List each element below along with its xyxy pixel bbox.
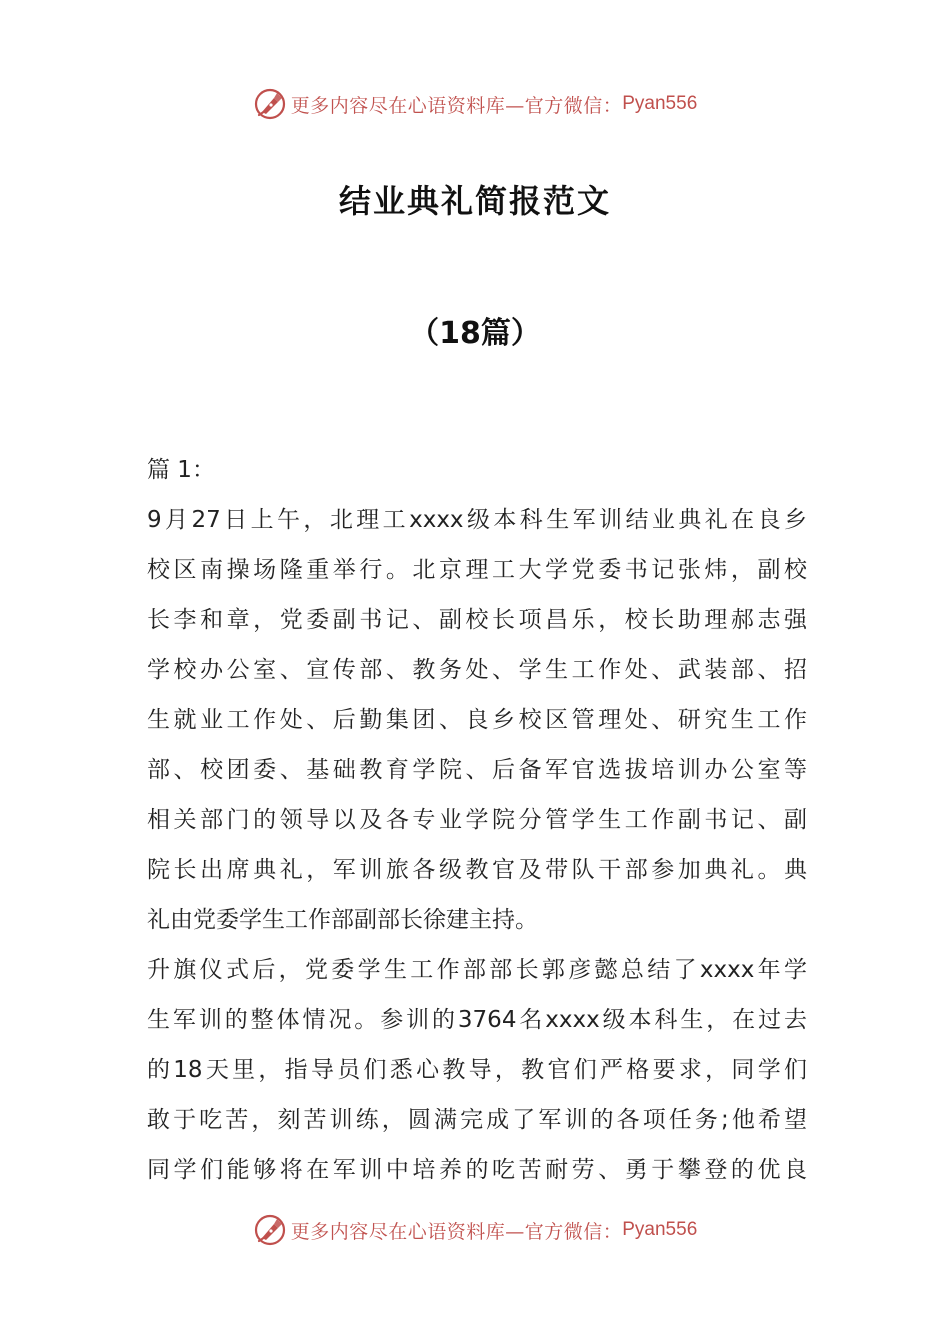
section-label: 篇 1： <box>147 457 215 483</box>
paragraph-line: 生就业工作处、后勤集团、良乡校区管理处、研究生工作 <box>147 707 807 733</box>
watermark-text: 更多内容尽在心语资料库—官方微信： <box>290 94 623 117</box>
paragraph-line: 礼由党委学生工作部副部长徐建主持。 <box>147 907 538 933</box>
document-body <box>147 445 807 1195</box>
document-subtitle: （18篇） <box>409 316 541 351</box>
paragraph-line: 升旗仪式后，党委学生工作部部长郭彦懿总结了xxxx年学 <box>147 957 807 983</box>
watermark-wechat-id: Pyan556 <box>622 1219 698 1240</box>
watermark-wechat-id: Pyan556 <box>622 93 698 114</box>
paragraph-line: 敢于吃苦，刻苦训练，圆满完成了军训的各项任务;他希望 <box>147 1107 807 1133</box>
paragraph-line: 校区南操场隆重举行。北京理工大学党委书记张炜，副校 <box>147 557 807 583</box>
paragraph-line: 生军训的整体情况。参训的3764名xxxx级本科生，在过去 <box>147 1007 807 1033</box>
paragraph-line: 部、校团委、基础教育学院、后备军官选拔培训办公室等 <box>147 757 807 783</box>
paragraph-line: 同学们能够将在军训中培养的吃苦耐劳、勇于攀登的优良 <box>147 1157 807 1183</box>
header-watermark <box>0 84 950 124</box>
pen-nib-icon <box>253 1213 287 1247</box>
paragraph-line: 的18天里，指导员们悉心教导，教官们严格要求，同学们 <box>147 1057 807 1083</box>
pen-nib-icon <box>253 87 287 121</box>
paragraph-line: 院长出席典礼，军训旅各级教官及带队干部参加典礼。典 <box>147 857 807 883</box>
paragraph-line: 学校办公室、宣传部、教务处、学生工作处、武装部、招 <box>147 657 807 683</box>
paragraph-line: 9月27日上午，北理工xxxx级本科生军训结业典礼在良乡 <box>147 507 807 533</box>
paragraph-line: 相关部门的领导以及各专业学院分管学生工作副书记、副 <box>147 807 807 833</box>
paragraph-line: 长李和章，党委副书记、副校长项昌乐，校长助理郝志强 <box>147 607 807 633</box>
footer-watermark <box>0 1210 950 1250</box>
document-title: 结业典礼简报范文 <box>338 182 611 220</box>
watermark-text: 更多内容尽在心语资料库—官方微信： <box>290 1220 623 1243</box>
